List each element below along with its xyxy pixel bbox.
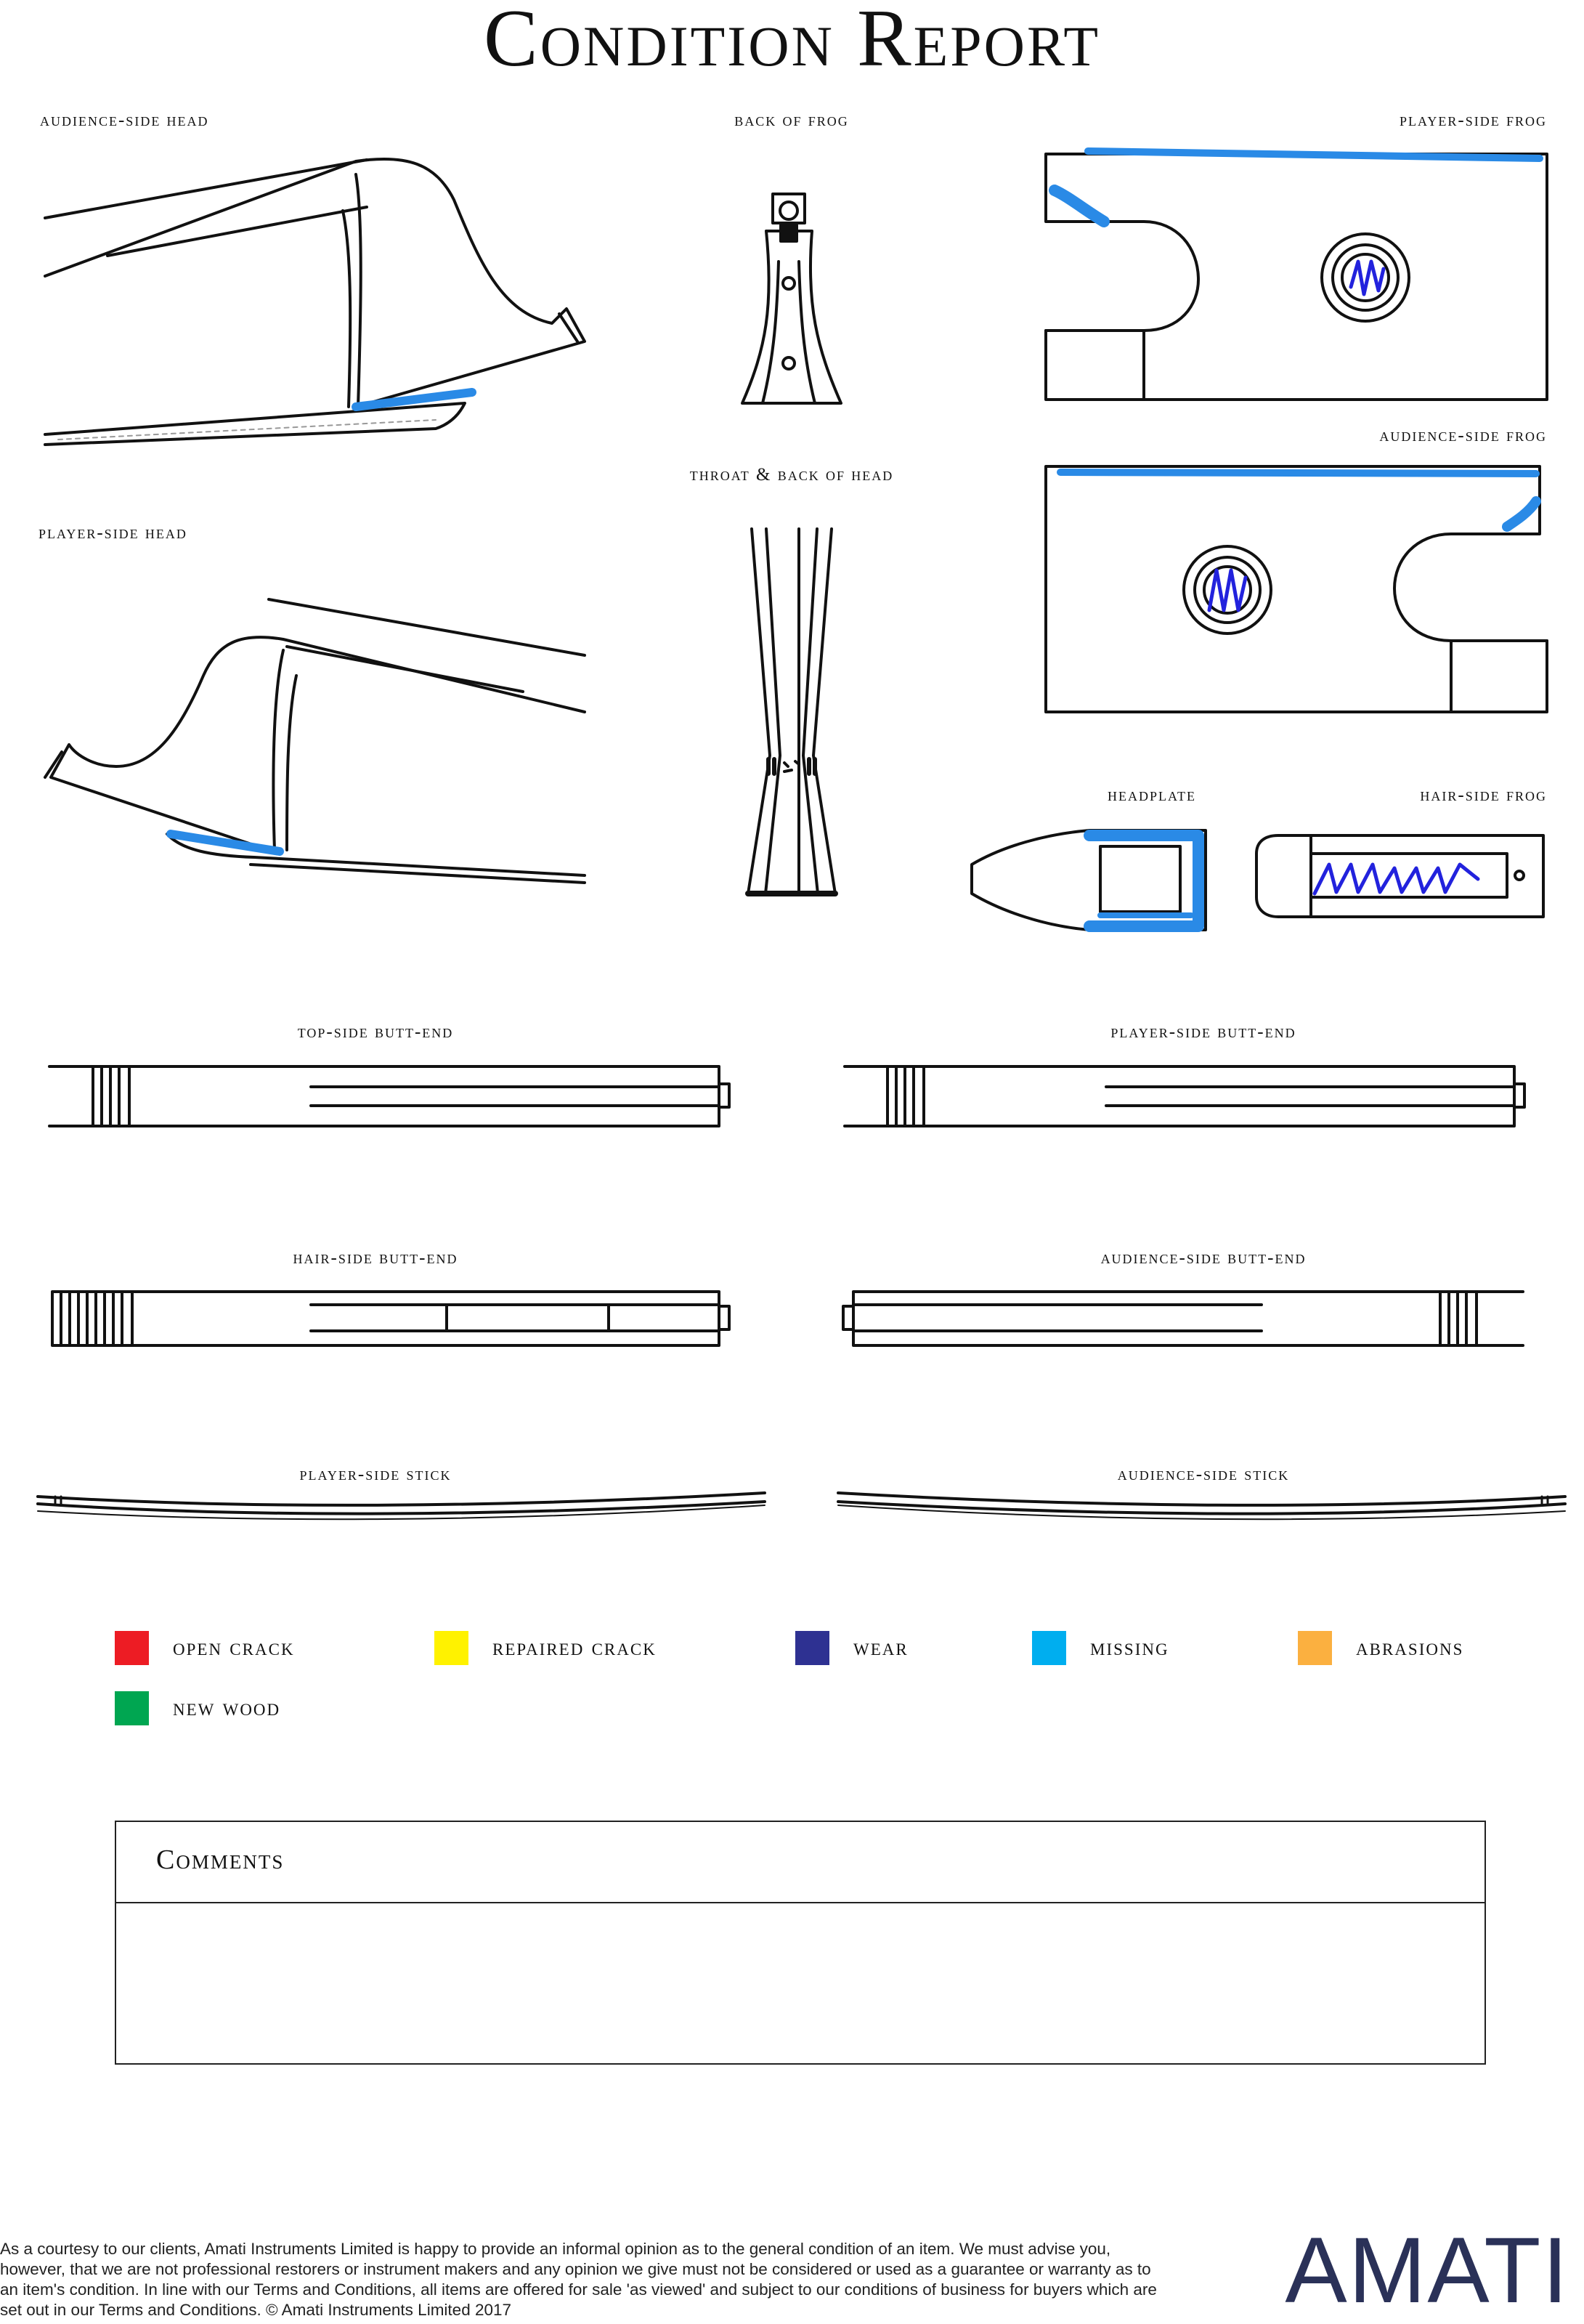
label-headplate: headplate [1108, 785, 1196, 805]
legend-label: open crack [173, 1635, 295, 1661]
comments-header [116, 1822, 1485, 1903]
label-player-side-frog: player-side frog [1400, 110, 1547, 130]
player-side-frog-drawing [1046, 151, 1547, 400]
hair-side-butt-end-drawing [52, 1292, 729, 1345]
player-side-stick-drawing [38, 1493, 765, 1519]
label-top-side-butt-end: top-side butt-end [297, 1022, 454, 1042]
label-audience-side-frog: audience-side frog [1379, 426, 1547, 445]
disclaimer-text: As a courtesy to our clients, Amati Instruments Limited is happy to provide an informal opinion as to the general condition of an item. We must advise you, however, that we are not professional restorers or instrument makers and any opinion we give must not be considered or used as a guarantee or warranty as to an item's condition. In line with our Terms and Conditions, all items are offered for sale 'as viewed' and subject to our conditions of business for buyers which are set out in our Terms and Conditions. © Amati Instruments Limited 2017 [0, 2240, 1157, 2319]
label-player-side-stick: player-side stick [299, 1465, 452, 1484]
player-side-head-drawing [45, 599, 585, 883]
audience-side-head-drawing [45, 159, 585, 445]
legend-label: wear [853, 1635, 909, 1661]
headplate-drawing [972, 830, 1206, 930]
throat-back-of-head-drawing [748, 529, 835, 894]
legend-swatch [1032, 1631, 1066, 1665]
comments-title: Comments [156, 1845, 285, 1875]
legend-swatch [1298, 1631, 1332, 1665]
legend-label: new wood [173, 1695, 281, 1721]
label-audience-side-head: audience-side head [40, 110, 209, 130]
hair-side-frog-drawing [1256, 835, 1543, 917]
legend-swatch [115, 1691, 149, 1725]
label-audience-side-stick: audience-side stick [1117, 1465, 1290, 1484]
label-player-side-head: player-side head [38, 523, 187, 543]
legend-wear [795, 1631, 909, 1665]
legend-repaired-crack [434, 1631, 657, 1665]
legend-open-crack [115, 1631, 295, 1665]
label-hair-side-frog: hair-side frog [1420, 785, 1547, 805]
amati-logo: AMATI [1285, 2219, 1569, 2323]
label-player-side-butt-end: player-side butt-end [1110, 1022, 1296, 1042]
label-throat-back-of-head: throat & back of head [689, 465, 894, 485]
top-side-butt-end-drawing [49, 1066, 729, 1126]
label-hair-side-butt-end: hair-side butt-end [293, 1248, 458, 1268]
legend-swatch [115, 1631, 149, 1665]
audience-side-stick-drawing [838, 1493, 1565, 1519]
label-audience-side-butt-end: audience-side butt-end [1100, 1248, 1307, 1268]
legend-missing [1032, 1631, 1169, 1665]
legend-label: missing [1090, 1635, 1169, 1661]
legend-label: repaired crack [492, 1635, 657, 1661]
page-title: Condition Report [484, 0, 1100, 84]
audience-side-butt-end-drawing [843, 1292, 1523, 1345]
label-back-of-frog: back of frog [734, 110, 849, 130]
legend-label: abrasions [1356, 1635, 1464, 1661]
comments-text-area[interactable] [116, 1903, 1485, 2063]
comments-box[interactable] [115, 1821, 1486, 2065]
legend-swatch [434, 1631, 468, 1665]
legend-swatch [795, 1631, 829, 1665]
back-of-frog-drawing [742, 194, 841, 403]
audience-side-frog-drawing [1046, 466, 1547, 712]
legend-new-wood [115, 1691, 280, 1725]
player-side-butt-end-drawing [845, 1066, 1524, 1126]
legend-abrasions [1298, 1631, 1463, 1665]
